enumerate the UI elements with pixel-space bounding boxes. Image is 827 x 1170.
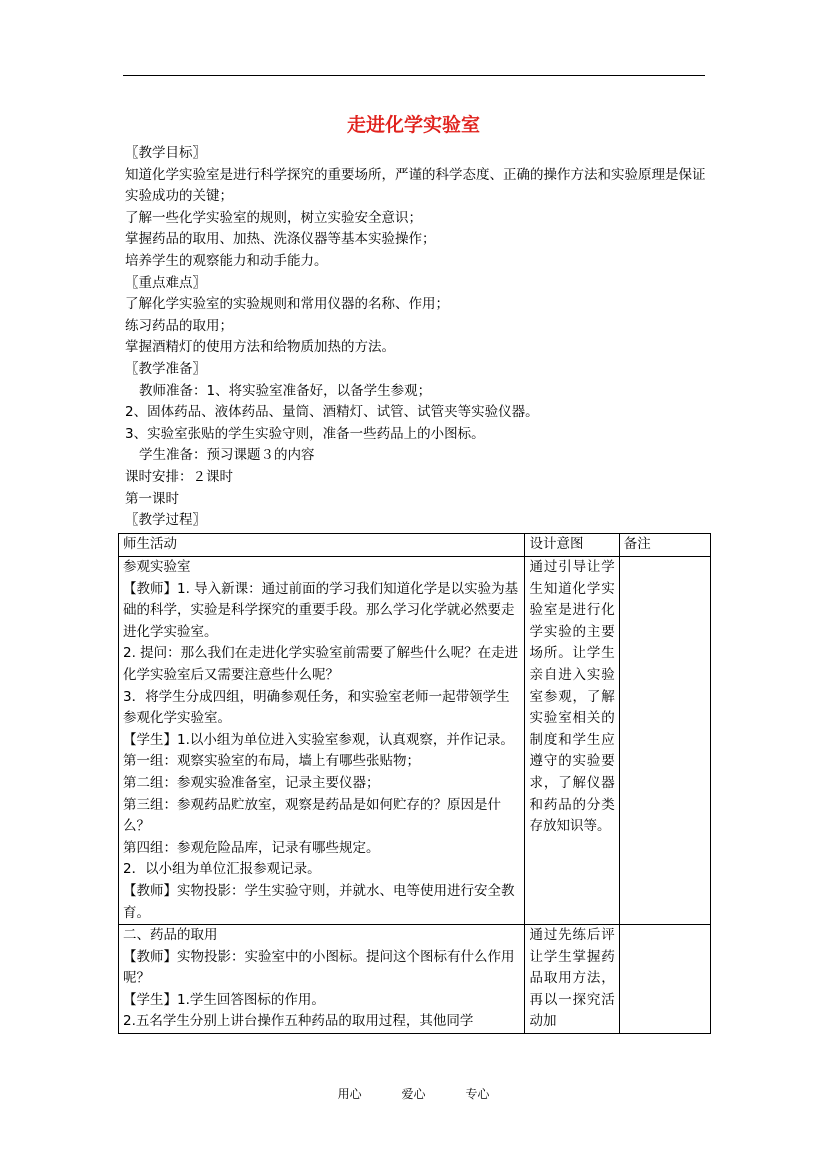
- activity-cell: [119, 557, 525, 925]
- table-row: [119, 925, 711, 1034]
- table-row: [119, 557, 711, 925]
- table-header-row: [119, 534, 711, 557]
- note-cell: [619, 557, 710, 925]
- page-footer: [0, 1085, 827, 1102]
- footer-word: 爱心: [401, 1087, 426, 1101]
- keypoint-item: 掌握酒精灯的使用方法和给物质加热的方法。: [125, 339, 395, 356]
- activity-line: 第一组：观察实验室的布局，墙上有哪些张贴物；: [123, 753, 420, 770]
- header-intent: 设计意图: [525, 534, 619, 557]
- activity-line: 3．将学生分成四组，明确参观任务，和实验室老师一起带领学生参观化学实验室。: [123, 688, 510, 727]
- activity-cell: [119, 925, 525, 1034]
- goal-item: 了解一些化学实验室的规则，树立实验安全意识；: [125, 209, 422, 226]
- document-title: 走进化学实验室: [346, 114, 480, 136]
- header-note: 备注: [619, 534, 710, 557]
- lesson-label: 第一课时: [125, 490, 179, 507]
- header-rule: [123, 75, 705, 76]
- prep-item: 学生准备：预习课题３的内容: [139, 447, 315, 464]
- note-cell: [619, 925, 710, 1034]
- section-header-process: 〖教学过程〗: [125, 512, 206, 529]
- activity-line: 2．以小组为单位汇报参观记录。: [123, 861, 321, 878]
- activity-line: 第二组：参观实验准备室，记录主要仪器；: [123, 774, 380, 791]
- activity-line: 【教师】实物投影：学生实验守则，并就水、电等使用进行安全教育。: [123, 882, 515, 921]
- teaching-process-table: [118, 533, 711, 1034]
- header-activity: 师生活动: [119, 534, 525, 557]
- section-header-keypoints: 〖重点难点〗: [125, 274, 206, 291]
- activity-line: 第四组：参观危险品库，记录有哪些规定。: [123, 839, 380, 856]
- activity-line: 【学生】1.学生回答图标的作用。: [123, 991, 325, 1008]
- intent-text: 通过引导让学生知道化学实验室是进行化学实验的主要场所。让学生亲自进入实验室参观，了解实验室相关的制度和学生应遵守的实验要求，了解仪器和药品的分类存放知识等。: [529, 559, 615, 835]
- activity-line: 【教师】实物投影：实验室中的小图标。提问这个图标有什么作用呢？: [123, 948, 515, 987]
- section-header-goals: 〖教学目标〗: [125, 145, 206, 161]
- activity-line: 【学生】1.以小组为单位进入实验室参观，认真观察，并作记录。: [123, 731, 514, 748]
- intent-cell: [525, 925, 619, 1034]
- prep-item: 2、固体药品、液体药品、量筒、酒精灯、试管、试管夹等实验仪器。: [125, 404, 539, 421]
- footer-word: 用心: [337, 1087, 362, 1101]
- schedule-text: 课时安排：２课时: [125, 468, 233, 485]
- prep-item: 教师准备：1、将实验室准备好，以备学生参观；: [139, 382, 432, 399]
- activity-line: 参观实验室: [123, 559, 191, 575]
- intent-text: 通过先练后评让学生掌握药品取用方法，再以一探究活动加: [529, 927, 615, 1030]
- document-body: [125, 143, 715, 532]
- activity-line: 二、药品的取用: [123, 927, 218, 944]
- activity-line: 第三组：参观药品贮放室，观察是药品是如何贮存的？原因是什么？: [123, 796, 501, 835]
- goal-item: 培养学生的观察能力和动手能力。: [125, 252, 328, 269]
- activity-line: 2. 提问：那么我们在走进化学实验室前需要了解些什么呢？在走进化学实验室后又需要注意些什么呢？: [123, 645, 519, 683]
- keypoint-item: 了解化学实验室的实验规则和常用仪器的名称、作用；: [125, 296, 449, 313]
- section-header-prep: 〖教学准备〗: [125, 360, 206, 377]
- goal-item: 知道化学实验室是进行科学探究的重要场所，严谨的科学态度、正确的操作方法和实验原理是保证实验成功的关键；: [125, 166, 706, 205]
- footer-word: 专心: [465, 1087, 490, 1101]
- intent-cell: [525, 557, 619, 925]
- prep-item: 3、实验室张贴的学生实验守则，准备一些药品上的小图标。: [125, 425, 485, 442]
- activity-line: 2.五名学生分别上讲台操作五种药品的取用过程，其他同学: [123, 1013, 474, 1030]
- goal-item: 掌握药品的取用、加热、洗涤仪器等基本实验操作；: [125, 231, 436, 248]
- activity-line: 【教师】1. 导入新课：通过前面的学习我们知道化学是以实验为基础的科学，实验是科学探究的重要手段。那么学习化学就必然要走进化学实验室。: [123, 580, 519, 640]
- keypoint-item: 练习药品的取用；: [125, 317, 233, 334]
